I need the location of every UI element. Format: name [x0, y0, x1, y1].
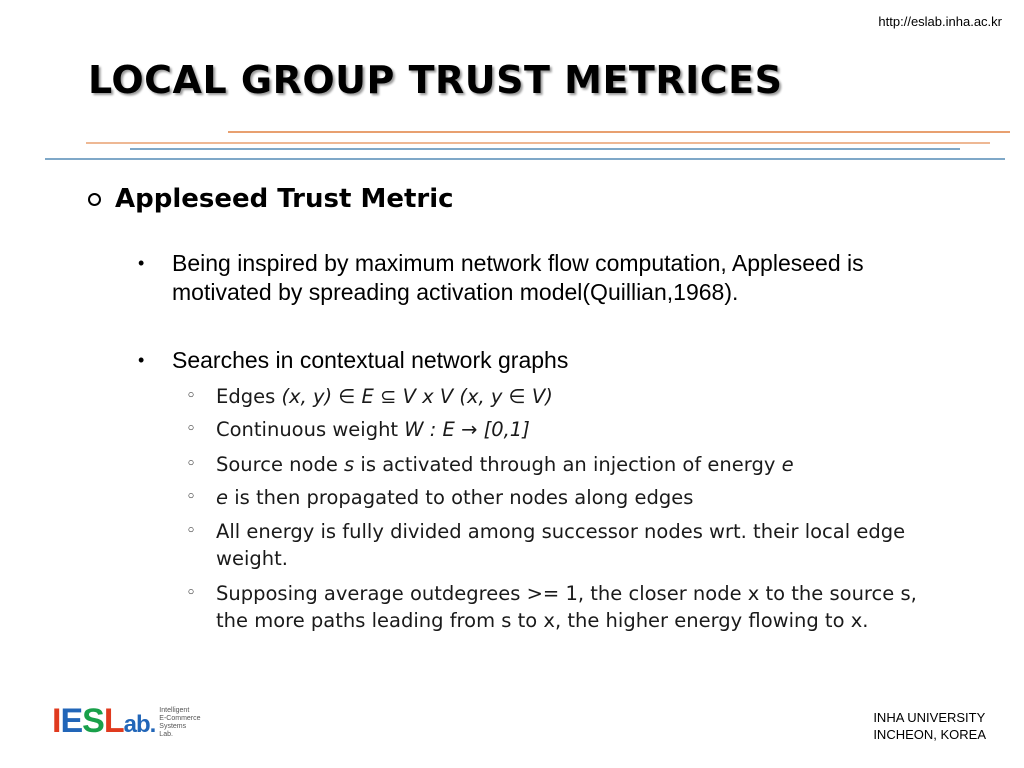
circle-bullet-icon [88, 193, 101, 206]
sub-bullet-text: Edges (x, y) ∈ E ⊆ V x V (x, y ∈ V) [216, 385, 553, 408]
ring-bullet-icon: ◦ [186, 454, 197, 474]
bullet-text: Searches in contextual network graphs [172, 347, 569, 373]
sub-bullet-text: Source node s is activated through an injection of energy e [216, 453, 794, 476]
ring-bullet-icon: ◦ [186, 419, 197, 439]
bullet-dot-icon: • [138, 350, 145, 370]
sub-bullet-text: Supposing average outdegrees >= 1, the closer node x to the source s, the more paths leading from s to x, the higher energy flowing to x. [216, 582, 917, 632]
bullet-text: Being inspired by maximum network flow computation, Appleseed is motivated by spreading activation model(Quillian,1968). [172, 250, 864, 305]
university-footer [873, 709, 986, 743]
ring-bullet-icon: ◦ [186, 487, 197, 507]
bullet-dot-icon: • [138, 253, 145, 273]
sub-bullet-text: Continuous weight W : E → [0,1] [216, 418, 530, 441]
title-rules [0, 128, 1024, 164]
sub-bullet-text: e is then propagated to other nodes along edges [216, 486, 694, 509]
footer-line-2: INCHEON, KOREA [873, 727, 986, 742]
sub-bullet-text: All energy is fully divided among successor nodes wrt. their local edge weight. [216, 520, 906, 570]
ring-bullet-icon: ◦ [186, 521, 197, 541]
logo-subtext: Intelligent E-Commerce Systems Lab. [159, 707, 201, 738]
header-url[interactable]: http://eslab.inha.ac.kr [878, 14, 1002, 29]
section-title: Appleseed Trust Metric [115, 184, 454, 214]
footer-line-1: INHA UNIVERSITY [873, 710, 986, 725]
section-heading [88, 184, 454, 214]
ring-bullet-icon: ◦ [186, 583, 197, 603]
ring-bullet-icon: ◦ [186, 386, 197, 406]
ieslab-logo [52, 704, 201, 742]
logo-wordmark: IESLab. [52, 702, 156, 740]
slide-title: LOCAL GROUP TRUST METRICES [88, 58, 783, 102]
